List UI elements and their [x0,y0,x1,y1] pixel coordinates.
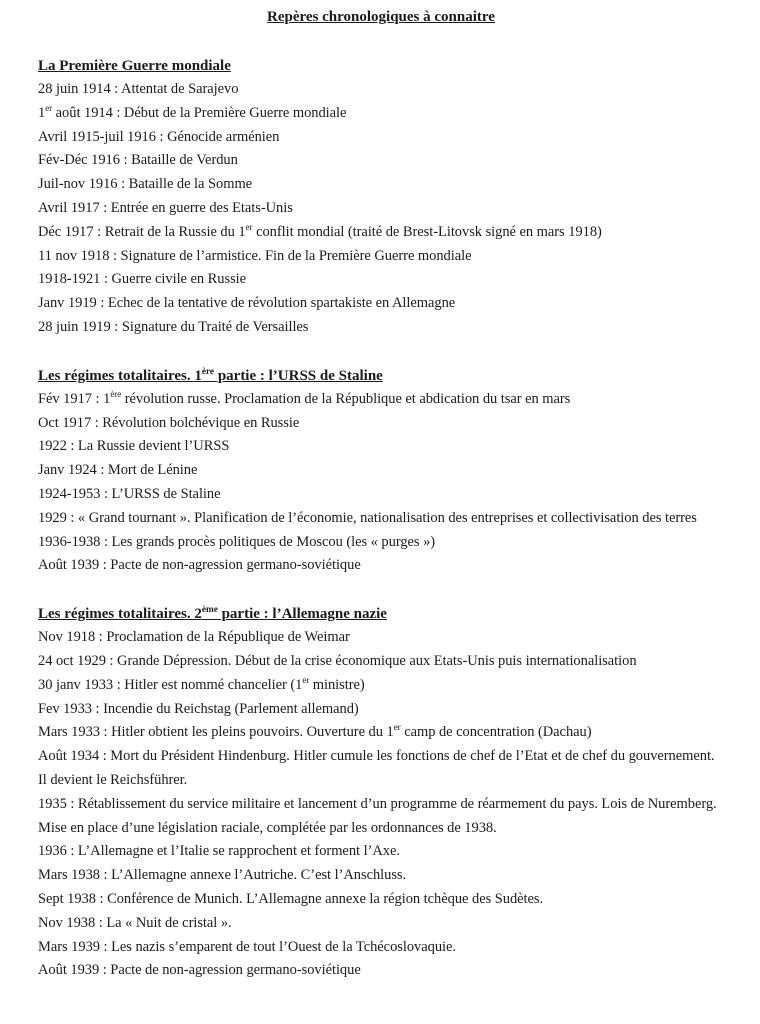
document-title: Repères chronologiques à connaitre [267,9,495,25]
section-heading-premiere-guerre-mondiale: La Première Guerre mondiale [38,58,231,74]
timeline-entry: Sept 1938 : Conférence de Munich. L’Allemagne annexe la région tchèque des Sudètes. [38,890,544,907]
timeline-entry: 11 nov 1918 : Signature de l’armistice. Fin de la Première Guerre mondiale [38,247,472,264]
section-allemagne-nazie [38,602,724,983]
timeline-entry: 1929 : « Grand tournant ». Planification de l’économie, nationalisation des entreprises et collectivisation des terres [38,509,697,526]
timeline-entry: Avril 1915-juil 1916 : Génocide arménien [38,128,280,145]
timeline-entry: 1936-1938 : Les grands procès politiques de Moscou (les « purges ») [38,533,436,550]
timeline-entry: Mars 1938 : L’Allemagne annexe l’Autriche. C’est l’Anschluss. [38,867,407,884]
timeline-entry: 1935 : Rétablissement du service militaire et lancement d’un programme de réarmement du pays. Lois de Nuremberg. Mise en place d’une législation raciale, complétée par les ordonnances de 1938. [38,795,717,836]
timeline-entry: 1936 : L’Allemagne et l’Italie se rapprochent et forment l’Axe. [38,843,400,860]
timeline-entry: 1918-1921 : Guerre civile en Russie [38,271,247,288]
timeline-entry: 24 oct 1929 : Grande Dépression. Début de la crise économique aux Etats-Unis puis internationalisation [38,652,637,669]
section-heading-urss-staline: Les régimes totalitaires. 1ère partie : l’URSS de Staline [38,366,383,384]
timeline-entry: Fév 1917 : 1ère révolution russe. Proclamation de la République et abdication du tsar en mars [38,388,571,407]
timeline-entry: Nov 1938 : La « Nuit de cristal ». [38,914,232,931]
timeline-entry: Août 1939 : Pacte de non-agression germano-soviétique [38,557,361,574]
timeline-entry: 30 janv 1933 : Hitler est nommé chancelier (1er ministre) [38,674,365,693]
timeline-entry: Oct 1917 : Révolution bolchévique en Russie [38,414,300,431]
timeline-entry: 1924-1953 : L’URSS de Staline [38,485,221,502]
timeline-entry: Avril 1917 : Entrée en guerre des Etats-Unis [38,199,293,216]
section-heading-allemagne-nazie: Les régimes totalitaires. 2ème partie : l’Allemagne nazie [38,605,387,623]
timeline-entry: Janv 1919 : Echec de la tentative de révolution spartakiste en Allemagne [38,295,456,312]
timeline-entry: Août 1934 : Mort du Président Hindenburg. Hitler cumule les fonctions de chef de l’Etat et de chef du gouvernement. Il devient le Reichsführer. [38,748,715,788]
timeline-entry: Mars 1939 : Les nazis s’emparent de tout l’Ouest de la Tchécoslovaquie. [38,938,456,955]
timeline-entry: Fev 1933 : Incendie du Reichstag (Parlement allemand) [38,700,359,717]
timeline-entry: 28 juin 1919 : Signature du Traité de Versailles [38,318,309,335]
section-premiere-guerre-mondiale [38,54,724,340]
timeline-entry: Nov 1918 : Proclamation de la République de Weimar [38,629,350,646]
timeline-entry: 1922 : La Russie devient l’URSS [38,438,230,455]
timeline-entry: 1er août 1914 : Début de la Première Guerre mondiale [38,102,347,121]
timeline-entry: Mars 1933 : Hitler obtient les pleins pouvoirs. Ouverture du 1er camp de concentration (Dachau) [38,722,592,741]
section-urss-staline [38,364,724,578]
timeline-entry: Juil-nov 1916 : Bataille de la Somme [38,176,253,193]
timeline-entry: Janv 1924 : Mort de Lénine [38,462,198,479]
timeline-entry: 28 juin 1914 : Attentat de Sarajevo [38,81,239,97]
timeline-entry: Déc 1917 : Retrait de la Russie du 1er conflit mondial (traité de Brest-Litovsk signé en mars 1918) [38,221,602,240]
timeline-entry: Fév-Déc 1916 : Bataille de Verdun [38,152,238,169]
timeline-entry: Août 1939 : Pacte de non-agression germano-soviétique [38,962,361,979]
